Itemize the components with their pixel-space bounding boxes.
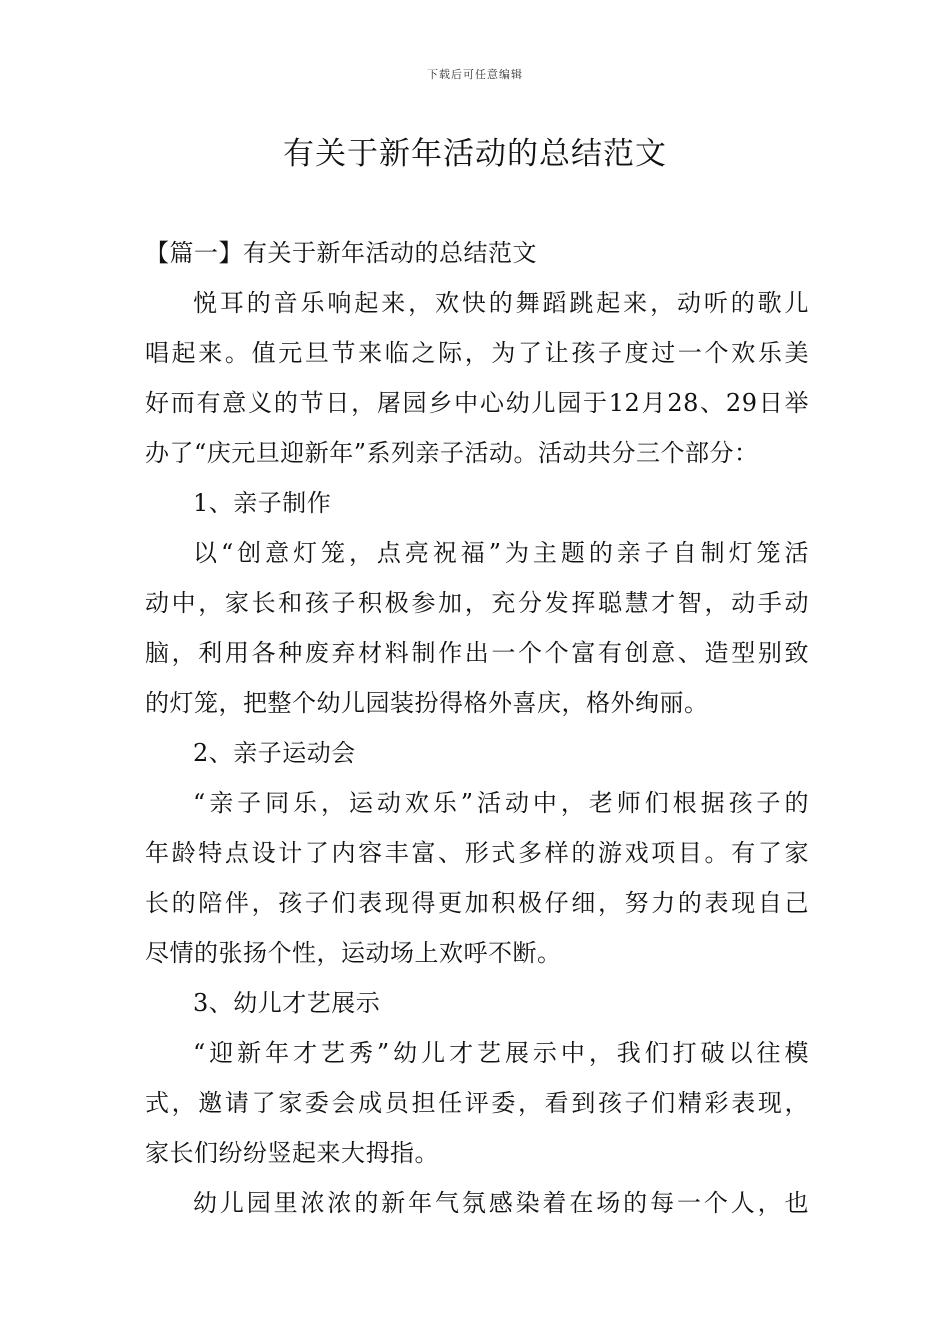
document-body [145,228,809,1228]
list-item-heading: 2、亲子运动会 [193,739,356,767]
header-note: 下载后可任意编辑 [427,68,523,81]
paragraph-line: 脑，利用各种废弃材料制作出一个个富有创意、造型别致 [145,639,809,667]
paragraph-line: 尽情的张扬个性，运动场上欢呼不断。 [145,939,562,967]
paragraph-line: 唱起来。值元旦节来临之际，为了让孩子度过一个欢乐美 [145,339,809,367]
paragraph-line: 幼儿园里浓浓的新年气氛感染着在场的每一个人，也 [193,1189,809,1217]
paragraph-line: 的灯笼，把整个幼儿园装扮得格外喜庆，格外绚丽。 [145,689,709,717]
paragraph-line: 动中，家长和孩子积极参加，充分发挥聪慧才智，动手动 [145,589,809,617]
list-item-heading: 3、幼儿才艺展示 [193,989,381,1017]
document-title: 有关于新年活动的总结范文 [283,136,667,172]
section-heading: 【篇一】有关于新年活动的总结范文 [145,239,537,267]
paragraph-line: “迎新年才艺秀”幼儿才艺展示中，我们打破以往模 [193,1039,809,1067]
paragraph-line: 以“创意灯笼，点亮祝福”为主题的亲子自制灯笼活 [193,539,809,567]
paragraph-line: 年龄特点设计了内容丰富、形式多样的游戏项目。有了家 [145,839,809,867]
list-item-heading: 1、亲子制作 [193,489,332,517]
paragraph-line: 式，邀请了家委会成员担任评委，看到孩子们精彩表现， [145,1089,809,1117]
paragraph-line: 好而有意义的节日，屠园乡中心幼儿园于12月28、29日举 [145,389,809,417]
paragraph-line: 家长们纷纷竖起来大拇指。 [145,1139,439,1167]
paragraph-line: 长的陪伴，孩子们表现得更加积极仔细，努力的表现自己 [145,889,809,917]
paragraph-line: 办了“庆元旦迎新年”系列亲子活动。活动共分三个部分： [145,439,759,467]
paragraph-line: “亲子同乐，运动欢乐”活动中，老师们根据孩子的 [193,789,809,817]
paragraph-line: 悦耳的音乐响起来，欢快的舞蹈跳起来，动听的歌儿 [193,289,809,317]
